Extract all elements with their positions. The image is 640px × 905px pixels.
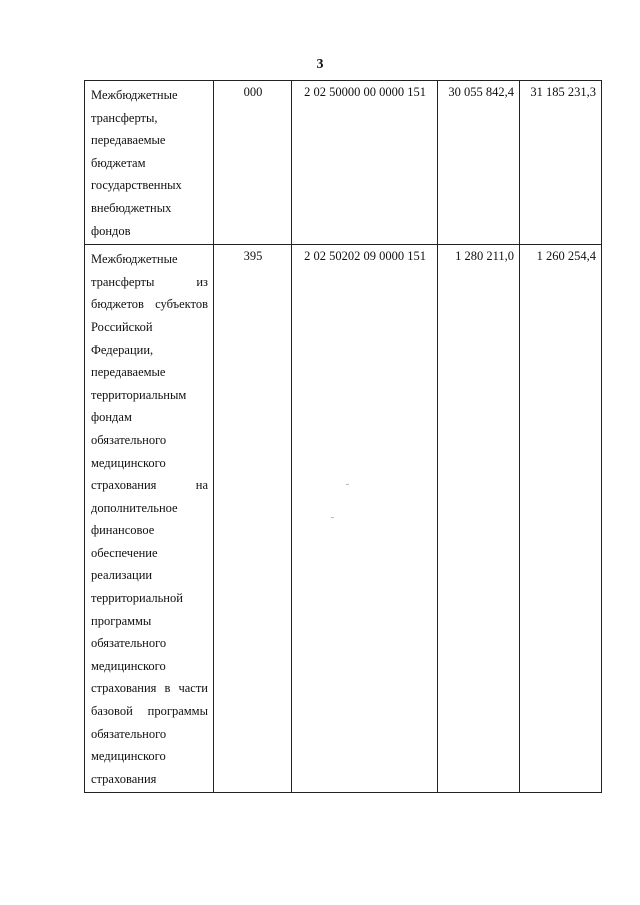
table-row (85, 81, 602, 245)
value-1-cell: 30 055 842,4 (438, 81, 520, 245)
row-name-line: Межбюджетные (91, 88, 178, 102)
scan-speck (346, 484, 349, 485)
row-name-line: базовой программы (91, 704, 208, 719)
row-name-line: территориальным (91, 387, 187, 402)
row-name-cell (85, 81, 214, 245)
budget-code-cell: 2 02 50000 00 0000 151 (292, 81, 438, 245)
admin-code-cell: 000 (214, 81, 292, 245)
row-name-line: страхования в части (91, 681, 208, 696)
row-name-cell (85, 245, 214, 793)
admin-code-cell: 395 (214, 245, 292, 793)
row-name-line: передаваемые (91, 133, 166, 148)
row-name-line: бюджетов субъектов (91, 297, 208, 312)
value-1-cell: 1 280 211,0 (438, 245, 520, 793)
row-name-line: обеспечение (91, 545, 158, 560)
row-name-line: медицинского (91, 658, 166, 673)
value-2-cell: 1 260 254,4 (520, 245, 602, 793)
row-name-line: обязательного (91, 432, 167, 447)
row-name-line: фондам (91, 410, 132, 425)
budget-table (84, 80, 602, 793)
row-name-line: государственных (91, 178, 182, 193)
row-name-line: медицинского (91, 749, 166, 764)
row-name-line: трансферты, (91, 110, 158, 125)
row-name-line: территориальной (91, 591, 183, 606)
row-name-line: Межбюджетные (91, 252, 178, 267)
row-name-line: медицинского (91, 455, 166, 470)
row-name-line: реализации (91, 568, 153, 583)
budget-code-cell: 2 02 50202 09 0000 151 (292, 245, 438, 793)
row-name-line: фондов (91, 223, 131, 238)
row-name-line: дополнительное (91, 500, 178, 515)
row-name-line: внебюджетных (91, 200, 172, 215)
row-name-line: трансферты из (91, 274, 208, 289)
row-name-line: передаваемые (91, 365, 166, 380)
table-row (85, 245, 602, 793)
row-name-line: обязательного (91, 636, 167, 651)
row-name-line: обязательного (91, 726, 167, 741)
row-name-line: Российской (91, 319, 153, 334)
row-name-line: Федерации, (91, 342, 154, 357)
row-name-line: страхования на (91, 478, 208, 493)
page-number: 3 (316, 57, 324, 72)
row-name-line: финансовое (91, 523, 155, 538)
value-2-cell: 31 185 231,3 (520, 81, 602, 245)
row-name-line: бюджетам (91, 155, 146, 170)
row-name-line: страхования (91, 771, 157, 786)
scan-speck (331, 517, 334, 518)
row-name-line: программы (91, 613, 152, 628)
